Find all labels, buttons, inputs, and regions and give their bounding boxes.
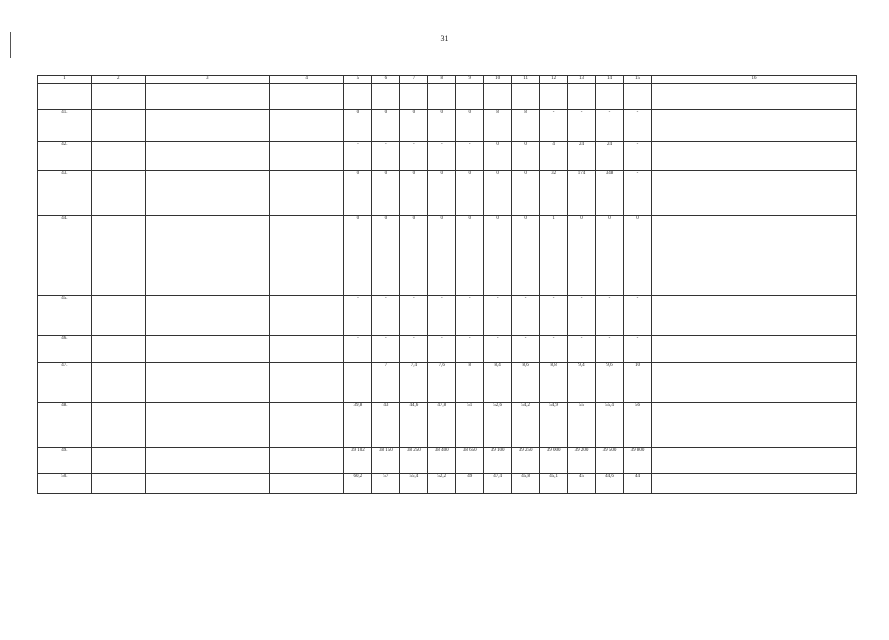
value-cell: 52,2 — [428, 474, 456, 494]
value-cell: 0 — [400, 110, 428, 142]
value-cell: 55 — [568, 403, 596, 448]
table-row — [38, 84, 857, 110]
column-number: 6 — [372, 76, 400, 84]
row-number: 41. — [38, 110, 92, 142]
value-cell: - — [568, 110, 596, 142]
value-cell: - — [456, 336, 484, 363]
value-cell: 45,8 — [512, 474, 540, 494]
value-cell: 8,4 — [484, 363, 512, 403]
table-row — [38, 110, 857, 142]
column-number: 15 — [623, 76, 651, 84]
row-number: 43. — [38, 171, 92, 216]
value-cell — [512, 84, 540, 110]
program-cell — [91, 216, 145, 296]
column-number: 9 — [456, 76, 484, 84]
indicator-cell — [145, 84, 269, 110]
value-cell: 0 — [372, 110, 400, 142]
row-number: 46. — [38, 336, 92, 363]
value-cell: - — [456, 296, 484, 336]
column-number: 4 — [269, 76, 344, 84]
column-number: 1 — [38, 76, 92, 84]
value-cell: 44,6 — [400, 403, 428, 448]
value-cell: - — [568, 296, 596, 336]
document-cell — [651, 403, 856, 448]
value-cell: - — [428, 336, 456, 363]
value-cell: 43 — [372, 403, 400, 448]
table-row — [38, 216, 857, 296]
row-number: 47. — [38, 363, 92, 403]
column-number: 16 — [651, 76, 856, 84]
value-cell — [623, 84, 651, 110]
column-number: 11 — [512, 76, 540, 84]
value-cell: - — [344, 336, 372, 363]
value-cell: 39 500 — [596, 448, 624, 474]
unit-cell — [269, 84, 344, 110]
program-cell — [91, 296, 145, 336]
unit-cell — [269, 474, 344, 494]
value-cell: 1 — [540, 216, 568, 296]
indicator-cell — [145, 336, 269, 363]
page-number: 31 — [440, 34, 449, 43]
indicator-cell — [145, 171, 269, 216]
value-cell: 0 — [400, 216, 428, 296]
value-cell: 9,6 — [596, 363, 624, 403]
value-cell: 24 — [568, 142, 596, 171]
table-row — [38, 171, 857, 216]
value-cell: 47,8 — [428, 403, 456, 448]
table-row — [38, 336, 857, 363]
document-cell — [651, 448, 856, 474]
document-cell — [651, 336, 856, 363]
value-cell: 7 — [372, 363, 400, 403]
document-cell — [651, 474, 856, 494]
value-cell — [344, 363, 372, 403]
unit-cell — [269, 110, 344, 142]
value-cell: - — [428, 296, 456, 336]
value-cell: 38 650 — [456, 448, 484, 474]
value-cell: 49 — [456, 474, 484, 494]
program-cell — [91, 403, 145, 448]
value-cell: - — [400, 336, 428, 363]
document-cell — [651, 110, 856, 142]
unit-cell — [269, 142, 344, 171]
indicator-cell — [145, 216, 269, 296]
column-number: 10 — [484, 76, 512, 84]
value-cell: 32 — [540, 171, 568, 216]
program-cell — [91, 84, 145, 110]
value-cell: 0 — [484, 142, 512, 171]
program-cell — [91, 448, 145, 474]
unit-cell — [269, 448, 344, 474]
row-number: 50. — [38, 474, 92, 494]
program-cell — [91, 474, 145, 494]
indicator-cell — [145, 110, 269, 142]
unit-cell — [269, 336, 344, 363]
column-number: 5 — [344, 76, 372, 84]
value-cell: 0 — [512, 142, 540, 171]
value-cell: 0 — [456, 171, 484, 216]
value-cell — [484, 84, 512, 110]
value-cell: 56 — [623, 403, 651, 448]
value-cell: 0 — [400, 171, 428, 216]
value-cell: 39,8 — [344, 403, 372, 448]
value-cell: 45,1 — [540, 474, 568, 494]
value-cell: 0 — [372, 171, 400, 216]
value-cell: 24 — [596, 142, 624, 171]
value-cell: - — [540, 296, 568, 336]
value-cell: - — [512, 296, 540, 336]
value-cell — [540, 84, 568, 110]
value-cell: - — [372, 336, 400, 363]
value-cell: 0 — [512, 216, 540, 296]
value-cell: 0 — [344, 171, 372, 216]
value-cell: - — [596, 296, 624, 336]
value-cell: 7,6 — [428, 363, 456, 403]
value-cell: 55,4 — [596, 403, 624, 448]
document-cell — [651, 296, 856, 336]
value-cell: - — [623, 171, 651, 216]
value-cell — [372, 84, 400, 110]
indicator-cell — [145, 296, 269, 336]
value-cell: 8 — [484, 110, 512, 142]
value-cell: 7,4 — [400, 363, 428, 403]
value-cell: 0 — [456, 216, 484, 296]
unit-cell — [269, 363, 344, 403]
value-cell: - — [623, 142, 651, 171]
value-cell: 51 — [456, 403, 484, 448]
value-cell: 39 200 — [568, 448, 596, 474]
value-cell — [568, 84, 596, 110]
value-cell: 55,4 — [400, 474, 428, 494]
value-cell: - — [623, 336, 651, 363]
indicator-cell — [145, 363, 269, 403]
value-cell — [400, 84, 428, 110]
value-cell: 174 — [568, 171, 596, 216]
row-number: 48. — [38, 403, 92, 448]
value-cell: 0 — [512, 171, 540, 216]
value-cell: 0 — [484, 216, 512, 296]
column-number: 7 — [400, 76, 428, 84]
value-cell — [456, 84, 484, 110]
value-cell: 8 — [512, 110, 540, 142]
value-cell: 45 — [568, 474, 596, 494]
value-cell — [596, 84, 624, 110]
value-cell: 39 102 — [344, 448, 372, 474]
value-cell: 54,9 — [540, 403, 568, 448]
value-cell: - — [540, 336, 568, 363]
column-number-row — [38, 76, 857, 84]
value-cell: 10 — [623, 363, 651, 403]
value-cell: 0 — [428, 216, 456, 296]
program-cell — [91, 171, 145, 216]
unit-cell — [269, 171, 344, 216]
row-number — [38, 84, 92, 110]
value-cell: - — [344, 142, 372, 171]
value-cell: - — [596, 336, 624, 363]
value-cell: 8,8 — [540, 363, 568, 403]
value-cell: 39 000 — [540, 448, 568, 474]
value-cell: 44 — [623, 474, 651, 494]
value-cell: - — [623, 296, 651, 336]
value-cell: - — [344, 296, 372, 336]
table-row — [38, 296, 857, 336]
value-cell: 38 250 — [400, 448, 428, 474]
unit-cell — [269, 216, 344, 296]
value-cell: 60,2 — [344, 474, 372, 494]
document-cell — [651, 216, 856, 296]
program-cell — [91, 363, 145, 403]
value-cell — [428, 84, 456, 110]
value-cell: - — [512, 336, 540, 363]
value-cell: 0 — [596, 216, 624, 296]
value-cell: - — [400, 296, 428, 336]
value-cell: 0 — [428, 110, 456, 142]
value-cell: 0 — [456, 110, 484, 142]
value-cell: - — [372, 296, 400, 336]
indicator-cell — [145, 403, 269, 448]
value-cell: 39 250 — [512, 448, 540, 474]
row-number: 44. — [38, 216, 92, 296]
table-row — [38, 142, 857, 171]
value-cell: 39 800 — [623, 448, 651, 474]
row-number: 45. — [38, 296, 92, 336]
column-number: 2 — [91, 76, 145, 84]
value-cell: 0 — [344, 216, 372, 296]
value-cell: - — [623, 110, 651, 142]
value-cell: - — [540, 110, 568, 142]
value-cell: 38 400 — [428, 448, 456, 474]
value-cell: - — [372, 142, 400, 171]
document-cell — [651, 142, 856, 171]
value-cell: 9,4 — [568, 363, 596, 403]
indicator-cell — [145, 142, 269, 171]
value-cell: 348 — [596, 171, 624, 216]
column-number: 3 — [145, 76, 269, 84]
value-cell: 52,6 — [484, 403, 512, 448]
table-row — [38, 363, 857, 403]
unit-cell — [269, 296, 344, 336]
value-cell: 39 100 — [484, 448, 512, 474]
value-cell: 38 150 — [372, 448, 400, 474]
value-cell: 8,6 — [512, 363, 540, 403]
value-cell: 44,6 — [596, 474, 624, 494]
value-cell: 47,4 — [484, 474, 512, 494]
program-cell — [91, 110, 145, 142]
value-cell: 0 — [484, 171, 512, 216]
value-cell: 0 — [344, 110, 372, 142]
value-cell: - — [456, 142, 484, 171]
table-body — [38, 76, 857, 494]
table-row — [38, 474, 857, 494]
document-cell — [651, 84, 856, 110]
value-cell: 4 — [540, 142, 568, 171]
row-number: 49. — [38, 448, 92, 474]
value-cell — [344, 84, 372, 110]
document-cell — [651, 363, 856, 403]
value-cell: - — [568, 336, 596, 363]
value-cell: - — [596, 110, 624, 142]
column-number: 13 — [568, 76, 596, 84]
table-row — [38, 403, 857, 448]
indicator-cell — [145, 448, 269, 474]
value-cell: 54,2 — [512, 403, 540, 448]
indicators-table — [37, 75, 857, 494]
document-cell — [651, 171, 856, 216]
value-cell: - — [400, 142, 428, 171]
program-cell — [91, 336, 145, 363]
program-cell — [91, 142, 145, 171]
unit-cell — [269, 403, 344, 448]
column-number: 8 — [428, 76, 456, 84]
row-number: 42. — [38, 142, 92, 171]
value-cell: 0 — [372, 216, 400, 296]
value-cell: 57 — [372, 474, 400, 494]
value-cell: - — [484, 336, 512, 363]
table-row — [38, 448, 857, 474]
value-cell: 0 — [428, 171, 456, 216]
value-cell: 0 — [568, 216, 596, 296]
indicator-cell — [145, 474, 269, 494]
column-number: 12 — [540, 76, 568, 84]
value-cell: - — [484, 296, 512, 336]
column-number: 14 — [596, 76, 624, 84]
value-cell: 8 — [456, 363, 484, 403]
value-cell: - — [428, 142, 456, 171]
value-cell: 0 — [623, 216, 651, 296]
